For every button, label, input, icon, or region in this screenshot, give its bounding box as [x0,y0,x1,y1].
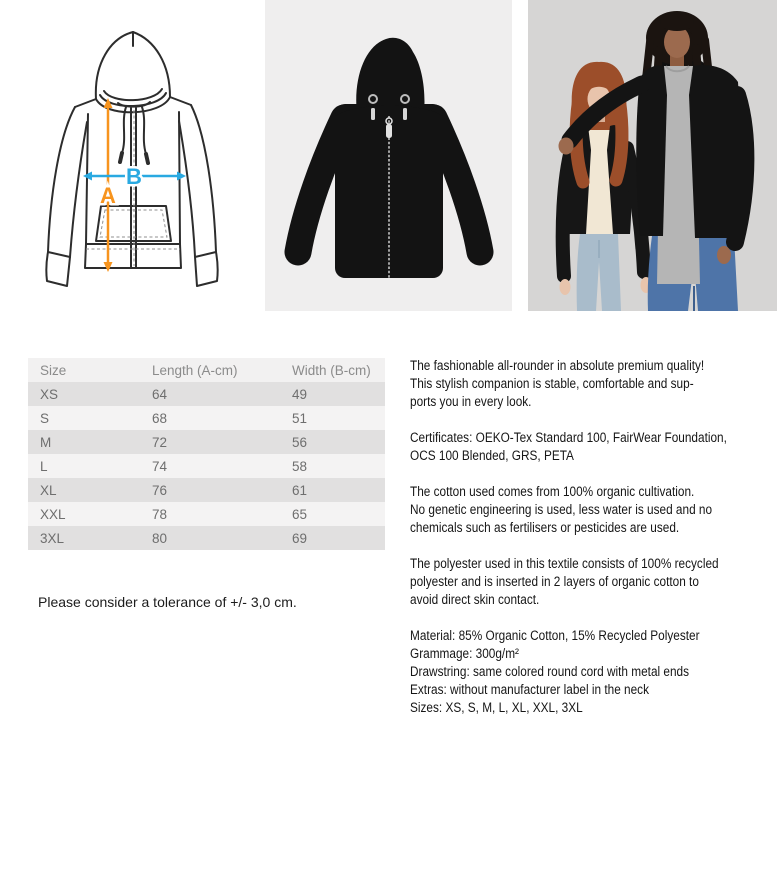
black-zip-hoodie-graphic [265,0,512,311]
table-cell: M [40,434,52,450]
table-row [28,406,385,430]
table-row [28,454,385,478]
description-line: OCS 100 Blended, GRS, PETA [410,448,574,463]
description-paragraph [410,429,753,465]
table-cell: 76 [152,482,168,498]
description-line: chemicals such as fertilisers or pesticides are used. [410,520,680,535]
table-cell: 72 [152,434,168,450]
description-line: Grammage: 300g/m² [410,646,519,661]
table-cell: 78 [152,506,168,522]
description-line: Drawstring: same colored round cord with metal ends [410,664,690,679]
table-row [28,430,385,454]
table-cell: 3XL [40,530,65,546]
table-cell: 74 [152,458,168,474]
description-line: The fashionable all-rounder in absolute premium quality! [410,358,705,373]
table-cell: 58 [292,458,308,474]
table-row [28,502,385,526]
table-cell: XXL [40,506,66,522]
description-line: ports you in every look. [410,394,532,409]
size-table-body [28,382,385,550]
size-diagram-graphic [0,0,249,311]
table-cell: 56 [292,434,308,450]
table-cell: XS [40,386,59,402]
description-line: polyester and is inserted in 2 layers of organic cotton to [410,574,699,589]
column-header: Size [40,362,67,378]
table-cell: 51 [292,410,308,426]
description-line: The polyester used in this textile consists of 100% recycled [410,556,719,571]
table-cell: 61 [292,482,308,498]
measurement-arrow-a [100,98,116,272]
description-line: The cotton used comes from 100% organic cultivation. [410,484,695,499]
description-line: avoid direct skin contact. [410,592,540,607]
table-cell: 64 [152,386,168,402]
table-cell: L [40,458,48,474]
column-header: Width (B-cm) [292,362,371,378]
description-line: Extras: without manufacturer label in the neck [410,682,649,697]
description-line: Sizes: XS, S, M, L, XL, XXL, 3XL [410,700,583,715]
table-row [28,382,385,406]
description-paragraph [410,555,753,609]
measurement-label-b: B [126,164,142,189]
product-photo-thumbnail[interactable] [265,0,512,311]
description-line: Certificates: OEKO-Tex Standard 100, FairWear Foundation, [410,430,727,445]
description-line: This stylish companion is stable, comfortable and sup- [410,376,694,391]
table-cell: 49 [292,386,308,402]
measurement-arrow-b [83,164,186,189]
description-line: Material: 85% Organic Cotton, 15% Recycled Polyester [410,628,700,643]
description-paragraph [410,483,753,537]
column-header: Length (A-cm) [152,362,238,378]
size-diagram-thumbnail[interactable] [0,0,249,311]
size-table-header-row [28,358,385,382]
size-table [28,358,385,550]
product-description [410,357,753,735]
description-paragraph [410,357,753,411]
table-cell: XL [40,482,57,498]
table-cell: 80 [152,530,168,546]
table-cell: S [40,410,50,426]
table-cell: 68 [152,410,168,426]
tolerance-note: Please consider a tolerance of +/- 3,0 cm. [38,594,297,610]
models-wearing-hoodie-graphic [528,0,777,311]
description-line: No genetic engineering is used, less water is used and no [410,502,713,517]
models-photo-thumbnail[interactable] [528,0,777,311]
description-paragraph [410,627,753,717]
table-row [28,478,385,502]
table-row [28,526,385,550]
measurement-label-a: A [100,183,116,208]
table-cell: 65 [292,506,308,522]
table-cell: 69 [292,530,308,546]
